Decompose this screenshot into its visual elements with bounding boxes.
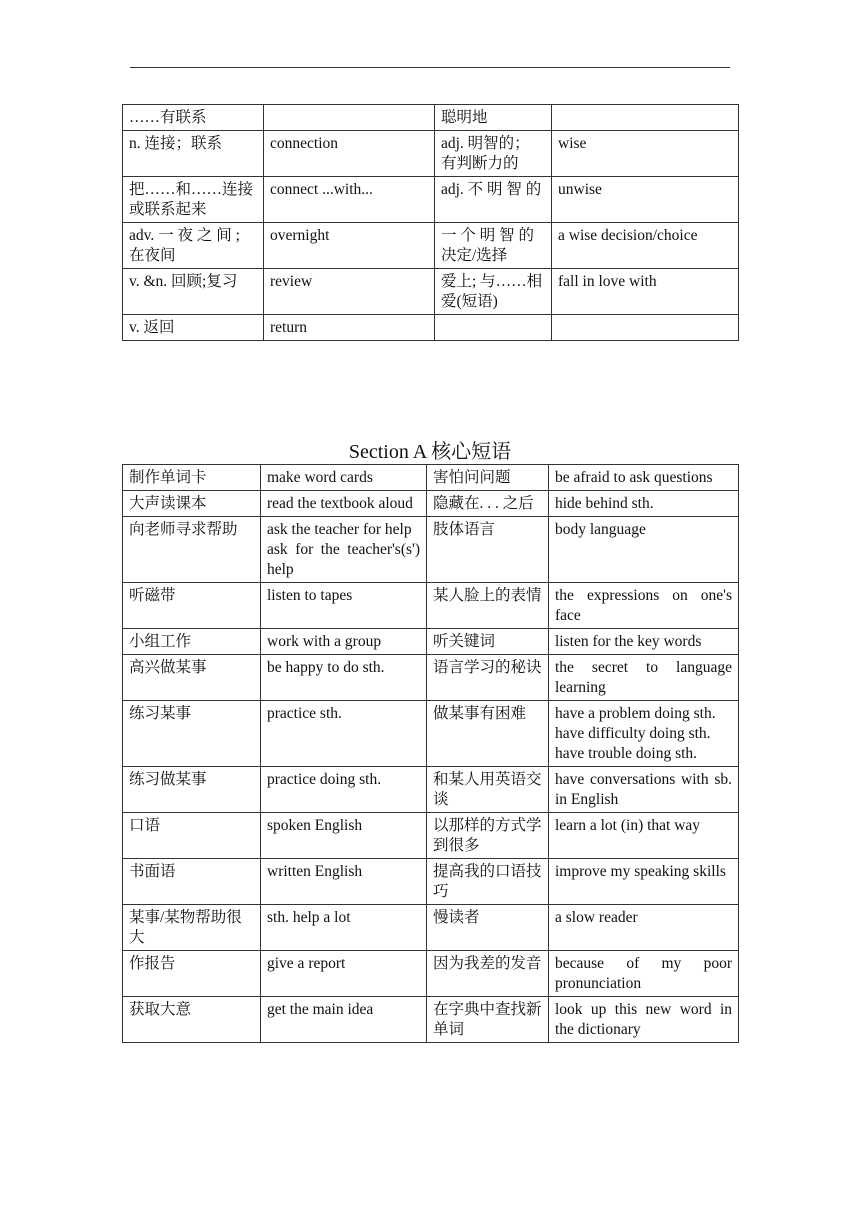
phrase-cell — [549, 767, 739, 813]
phrase-cell — [549, 655, 739, 701]
phrase-cell — [427, 767, 549, 813]
phrase-cell — [261, 859, 427, 905]
phrase-cell — [261, 491, 427, 517]
phrase-cell-text: 和某人用英语交谈 — [433, 771, 542, 808]
phrase-cell-text: be happy to do sth. — [267, 659, 385, 676]
phrase-cell-text: listen to tapes — [267, 587, 353, 604]
phrase-cell-text: ask the teacher for help — [267, 521, 412, 538]
phrase-row — [123, 465, 739, 491]
vocab-cell — [123, 269, 264, 315]
phrase-cell — [549, 859, 739, 905]
phrase-cell-text: give a report — [267, 955, 346, 972]
phrase-cell — [123, 997, 261, 1043]
vocab-cell — [435, 223, 552, 269]
phrase-cell-text: 书面语 — [129, 863, 176, 880]
vocab-cell-text: v. &n. 回顾;复习 — [129, 273, 238, 290]
vocab-cell — [435, 269, 552, 315]
phrase-cell — [261, 465, 427, 491]
phrase-cell-text: 大声读课本 — [129, 495, 207, 512]
phrase-cell — [549, 583, 739, 629]
phrase-cell-text: 口语 — [129, 817, 161, 834]
phrase-row — [123, 701, 739, 767]
vocab-cell — [264, 223, 435, 269]
vocab-cell-text: v. 返回 — [129, 319, 175, 336]
phrase-cell — [123, 517, 261, 583]
phrase-cell — [261, 905, 427, 951]
vocab-row — [123, 177, 739, 223]
phrase-cell — [261, 517, 427, 583]
vocab-cell — [552, 269, 739, 315]
phrase-cell-extra-line: have trouble doing sth. — [555, 745, 698, 762]
vocab-cell — [264, 131, 435, 177]
phrase-cell — [549, 813, 739, 859]
phrase-cell-text: 练习做某事 — [129, 771, 207, 788]
vocab-cell — [435, 131, 552, 177]
vocab-cell — [435, 105, 552, 131]
phrase-row — [123, 951, 739, 997]
phrase-cell-text: learn a lot (in) that way — [555, 817, 701, 834]
phrase-cell-text: 害怕问问题 — [433, 469, 511, 486]
section-title: Section A 核心短语 — [348, 441, 512, 463]
vocab-cell-text: n. 连接；联系 — [129, 135, 223, 152]
header-rule — [130, 67, 730, 68]
phrase-cell-text: work with a group — [267, 633, 382, 650]
phrase-cell-text: 小组工作 — [129, 633, 192, 650]
vocab-cell — [435, 177, 552, 223]
phrase-cell — [549, 629, 739, 655]
phrase-row — [123, 655, 739, 701]
phrase-cell-text: read the textbook aloud — [267, 495, 413, 512]
phrase-row — [123, 583, 739, 629]
vocab-cell-text: 把……和……连接或联系起来 — [129, 181, 254, 218]
vocab-table — [122, 104, 739, 341]
vocab-row — [123, 269, 739, 315]
phrase-cell-text: have conversations with sb. in English — [555, 771, 732, 808]
phrase-row — [123, 491, 739, 517]
phrase-cell — [123, 583, 261, 629]
vocab-cell — [123, 105, 264, 131]
phrase-cell-text: 获取大意 — [129, 1001, 192, 1018]
phrase-cell — [123, 629, 261, 655]
phrase-cell — [427, 701, 549, 767]
phrase-cell-text: 制作单词卡 — [129, 469, 207, 486]
vocab-cell — [123, 223, 264, 269]
phrase-cell-text: improve my speaking skills — [555, 863, 726, 880]
phrase-cell — [123, 701, 261, 767]
phrase-cell — [261, 813, 427, 859]
phrase-cell — [549, 465, 739, 491]
phrase-cell-text: have a problem doing sth. — [555, 705, 716, 722]
phrase-cell-text: 慢读者 — [433, 909, 480, 926]
vocab-cell-text: connection — [270, 135, 339, 152]
phrase-cell-text: 高兴做某事 — [129, 659, 207, 676]
phrase-cell — [123, 905, 261, 951]
phrase-row — [123, 629, 739, 655]
phrase-cell — [261, 655, 427, 701]
vocab-cell-text: return — [270, 319, 308, 336]
phrase-cell — [427, 583, 549, 629]
phrase-cell — [427, 465, 549, 491]
vocab-cell — [552, 131, 739, 177]
phrase-cell-text: 某人脸上的表情 — [433, 587, 542, 604]
phrase-cell-text: 作报告 — [129, 955, 176, 972]
phrase-cell — [123, 491, 261, 517]
phrase-cell — [549, 491, 739, 517]
vocab-cell — [264, 105, 435, 131]
phrase-cell — [427, 859, 549, 905]
phrase-cell-text: 练习某事 — [129, 705, 192, 722]
phrase-row — [123, 517, 739, 583]
vocab-cell-text: adj. 明智的；有判断力的 — [441, 135, 530, 172]
phrase-cell — [427, 813, 549, 859]
phrase-cell — [549, 701, 739, 767]
phrase-cell — [261, 767, 427, 813]
phrase-cell — [549, 517, 739, 583]
phrase-cell-text: 做某事有困难 — [433, 705, 527, 722]
phrase-cell-text: practice doing sth. — [267, 771, 382, 788]
phrase-cell — [549, 997, 739, 1043]
vocab-cell-text: 一 个 明 智 的 决定/选择 — [441, 227, 535, 264]
phrase-cell — [123, 859, 261, 905]
vocab-row — [123, 105, 739, 131]
vocab-cell-text: review — [270, 273, 313, 290]
phrase-cell — [261, 583, 427, 629]
phrase-row — [123, 767, 739, 813]
vocab-cell-text: 爱上; 与……相爱(短语) — [441, 273, 543, 310]
phrase-cell-text: body language — [555, 521, 646, 538]
phrase-cell-text: get the main idea — [267, 1001, 374, 1018]
phrase-cell — [261, 951, 427, 997]
vocab-cell — [435, 315, 552, 341]
phrase-cell — [123, 813, 261, 859]
vocab-row — [123, 223, 739, 269]
phrase-cell — [549, 905, 739, 951]
phrase-cell-text: sth. help a lot — [267, 909, 351, 926]
phrase-cell-text: 以那样的方式学到很多 — [433, 817, 542, 854]
phrase-cell — [123, 655, 261, 701]
vocab-row — [123, 131, 739, 177]
phrase-cell-text: because of my poor pronunciation — [555, 955, 732, 992]
phrase-cell — [427, 951, 549, 997]
phrase-cell-text: be afraid to ask questions — [555, 469, 713, 486]
phrase-cell — [261, 997, 427, 1043]
vocab-cell — [123, 315, 264, 341]
phrase-cell-text: make word cards — [267, 469, 373, 486]
vocab-cell — [552, 177, 739, 223]
vocab-cell — [264, 315, 435, 341]
phrase-cell-text: a slow reader — [555, 909, 638, 926]
phrase-cell — [427, 491, 549, 517]
phrase-cell-text: 因为我差的发音 — [433, 955, 542, 972]
phrase-cell-text: written English — [267, 863, 363, 880]
phrase-cell-text: 隐藏在. . . 之后 — [433, 495, 534, 512]
vocab-row — [123, 315, 739, 341]
phrase-cell-extra-line: ask for the teacher's(s') help — [267, 541, 420, 578]
vocab-cell — [123, 177, 264, 223]
vocab-cell-text: overnight — [270, 227, 330, 244]
phrase-cell-text: 肢体语言 — [433, 521, 496, 538]
phrase-cell-text: 某事/某物帮助很大 — [129, 909, 242, 946]
vocab-cell-text: adv. 一 夜 之 间 ; 在夜间 — [129, 227, 240, 264]
phrase-row — [123, 859, 739, 905]
phrase-cell-extra-line: have difficulty doing sth. — [555, 725, 711, 742]
phrase-cell-text: the secret to language learning — [555, 659, 732, 696]
phrase-cell — [549, 951, 739, 997]
vocab-cell-text: unwise — [558, 181, 602, 198]
phrase-row — [123, 905, 739, 951]
vocab-cell-text: fall in love with — [558, 273, 657, 290]
phrase-cell-text: 在字典中查找新单词 — [433, 1001, 542, 1038]
phrase-cell-text: look up this new word in the dictionary — [555, 1001, 732, 1038]
phrase-cell-text: spoken English — [267, 817, 363, 834]
phrase-cell-text: hide behind sth. — [555, 495, 654, 512]
phrase-cell-text: 听关键词 — [433, 633, 496, 650]
vocab-cell — [552, 315, 739, 341]
phrase-cell — [261, 629, 427, 655]
phrase-cell — [427, 905, 549, 951]
phrase-table — [122, 464, 739, 1043]
vocab-cell — [552, 105, 739, 131]
phrase-cell — [427, 517, 549, 583]
phrase-cell — [123, 951, 261, 997]
vocab-cell-text: a wise decision/choice — [558, 227, 698, 244]
vocab-cell-text: wise — [558, 135, 587, 152]
vocab-cell-text: connect ...with... — [270, 181, 373, 198]
phrase-cell-text: listen for the key words — [555, 633, 702, 650]
vocab-cell — [264, 177, 435, 223]
phrase-cell-text: the expressions on one's face — [555, 587, 732, 624]
phrase-cell — [261, 701, 427, 767]
phrase-cell-text: 提高我的口语技巧 — [433, 863, 542, 900]
phrase-cell — [427, 629, 549, 655]
phrase-cell — [427, 997, 549, 1043]
phrase-cell-text: 向老师寻求帮助 — [129, 521, 238, 538]
phrase-cell — [123, 767, 261, 813]
phrase-cell-text: 语言学习的秘诀 — [433, 659, 542, 676]
vocab-cell-text: ……有联系 — [129, 109, 207, 126]
vocab-cell-text: 聪明地 — [441, 109, 488, 126]
phrase-cell — [123, 465, 261, 491]
phrase-cell — [427, 655, 549, 701]
vocab-cell — [552, 223, 739, 269]
phrase-row — [123, 997, 739, 1043]
phrase-cell-text: 听磁带 — [129, 587, 176, 604]
phrase-cell-text: practice sth. — [267, 705, 342, 722]
vocab-cell-text: adj. 不 明 智 的 — [441, 181, 542, 198]
vocab-cell — [123, 131, 264, 177]
vocab-cell — [264, 269, 435, 315]
phrase-row — [123, 813, 739, 859]
